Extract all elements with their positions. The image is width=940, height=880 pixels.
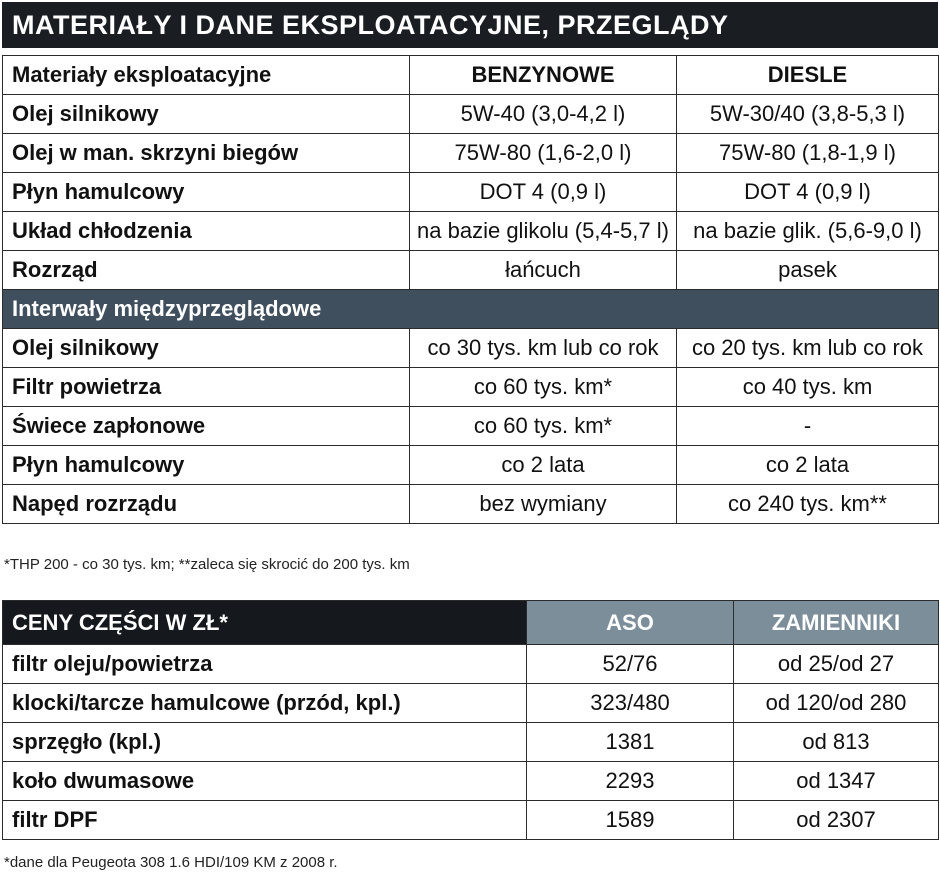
table-cell: na bazie glikolu (5,4-5,7 l) <box>410 212 677 251</box>
table-cell: bez wymiany <box>410 485 677 524</box>
table-cell: od 120/od 280 <box>734 684 939 723</box>
table-row <box>3 684 939 723</box>
page-title: MATERIAŁY I DANE EKSPLOATACYJNE, PRZEGLĄDY <box>2 2 938 48</box>
table-row <box>3 801 939 840</box>
column-header: DIESLE <box>677 56 939 95</box>
row-label: Olej silnikowy <box>3 329 410 368</box>
table-row <box>3 251 939 290</box>
column-header: ZAMIENNIKI <box>734 601 939 645</box>
column-header: CENY CZĘŚCI W ZŁ* <box>3 601 527 645</box>
table-cell: - <box>677 407 939 446</box>
table-cell: DOT 4 (0,9 l) <box>410 173 677 212</box>
table-cell: co 2 lata <box>677 446 939 485</box>
section-header-row <box>3 290 939 329</box>
row-label: Olej silnikowy <box>3 95 410 134</box>
table-cell: od 2307 <box>734 801 939 840</box>
table-row <box>3 485 939 524</box>
table-cell: 5W-40 (3,0-4,2 l) <box>410 95 677 134</box>
table-row <box>3 329 939 368</box>
row-label: sprzęgło (kpl.) <box>3 723 527 762</box>
table-cell: pasek <box>677 251 939 290</box>
table-cell: 52/76 <box>527 645 734 684</box>
row-label: Olej w man. skrzyni biegów <box>3 134 410 173</box>
row-label: Napęd rozrządu <box>3 485 410 524</box>
table-cell: na bazie glik. (5,6-9,0 l) <box>677 212 939 251</box>
table-cell: co 60 tys. km* <box>410 407 677 446</box>
table-row <box>3 407 939 446</box>
intervals-footnote: *THP 200 - co 30 tys. km; **zaleca się skrocić do 200 tys. km <box>4 556 410 573</box>
prices-footnote: *dane dla Peugeota 308 1.6 HDI/109 KM z 2008 r. <box>4 854 338 871</box>
table-row <box>3 762 939 801</box>
table-cell: co 30 tys. km lub co rok <box>410 329 677 368</box>
table-cell: co 240 tys. km** <box>677 485 939 524</box>
table-cell: co 40 tys. km <box>677 368 939 407</box>
row-label: Płyn hamulcowy <box>3 446 410 485</box>
table-cell: 2293 <box>527 762 734 801</box>
table-row <box>3 368 939 407</box>
row-label: filtr oleju/powietrza <box>3 645 527 684</box>
table-cell: 75W-80 (1,8-1,9 l) <box>677 134 939 173</box>
row-label: Układ chłodzenia <box>3 212 410 251</box>
table-row <box>3 446 939 485</box>
table-cell: od 1347 <box>734 762 939 801</box>
table-row <box>3 95 939 134</box>
table-cell: od 25/od 27 <box>734 645 939 684</box>
table-cell: łańcuch <box>410 251 677 290</box>
column-header: Materiały eksploatacyjne <box>3 56 410 95</box>
column-header: ASO <box>527 601 734 645</box>
prices-table <box>2 600 939 840</box>
row-label: Świece zapłonowe <box>3 407 410 446</box>
table-cell: DOT 4 (0,9 l) <box>677 173 939 212</box>
table-cell: co 2 lata <box>410 446 677 485</box>
table-row <box>3 134 939 173</box>
table-cell: 75W-80 (1,6-2,0 l) <box>410 134 677 173</box>
section-title: Interwały międzyprzeglądowe <box>3 290 939 329</box>
table-header-row <box>3 601 939 645</box>
table-cell: 323/480 <box>527 684 734 723</box>
table-row <box>3 645 939 684</box>
table-row <box>3 212 939 251</box>
table-row <box>3 723 939 762</box>
table-cell: 5W-30/40 (3,8-5,3 l) <box>677 95 939 134</box>
row-label: Filtr powietrza <box>3 368 410 407</box>
table-header-row <box>3 56 939 95</box>
row-label: koło dwumasowe <box>3 762 527 801</box>
table-cell: co 60 tys. km* <box>410 368 677 407</box>
row-label: Płyn hamulcowy <box>3 173 410 212</box>
table-cell: od 813 <box>734 723 939 762</box>
row-label: filtr DPF <box>3 801 527 840</box>
row-label: klocki/tarcze hamulcowe (przód, kpl.) <box>3 684 527 723</box>
row-label: Rozrząd <box>3 251 410 290</box>
table-row <box>3 173 939 212</box>
materials-table <box>2 55 939 524</box>
column-header: BENZYNOWE <box>410 56 677 95</box>
table-cell: co 20 tys. km lub co rok <box>677 329 939 368</box>
table-cell: 1381 <box>527 723 734 762</box>
table-cell: 1589 <box>527 801 734 840</box>
